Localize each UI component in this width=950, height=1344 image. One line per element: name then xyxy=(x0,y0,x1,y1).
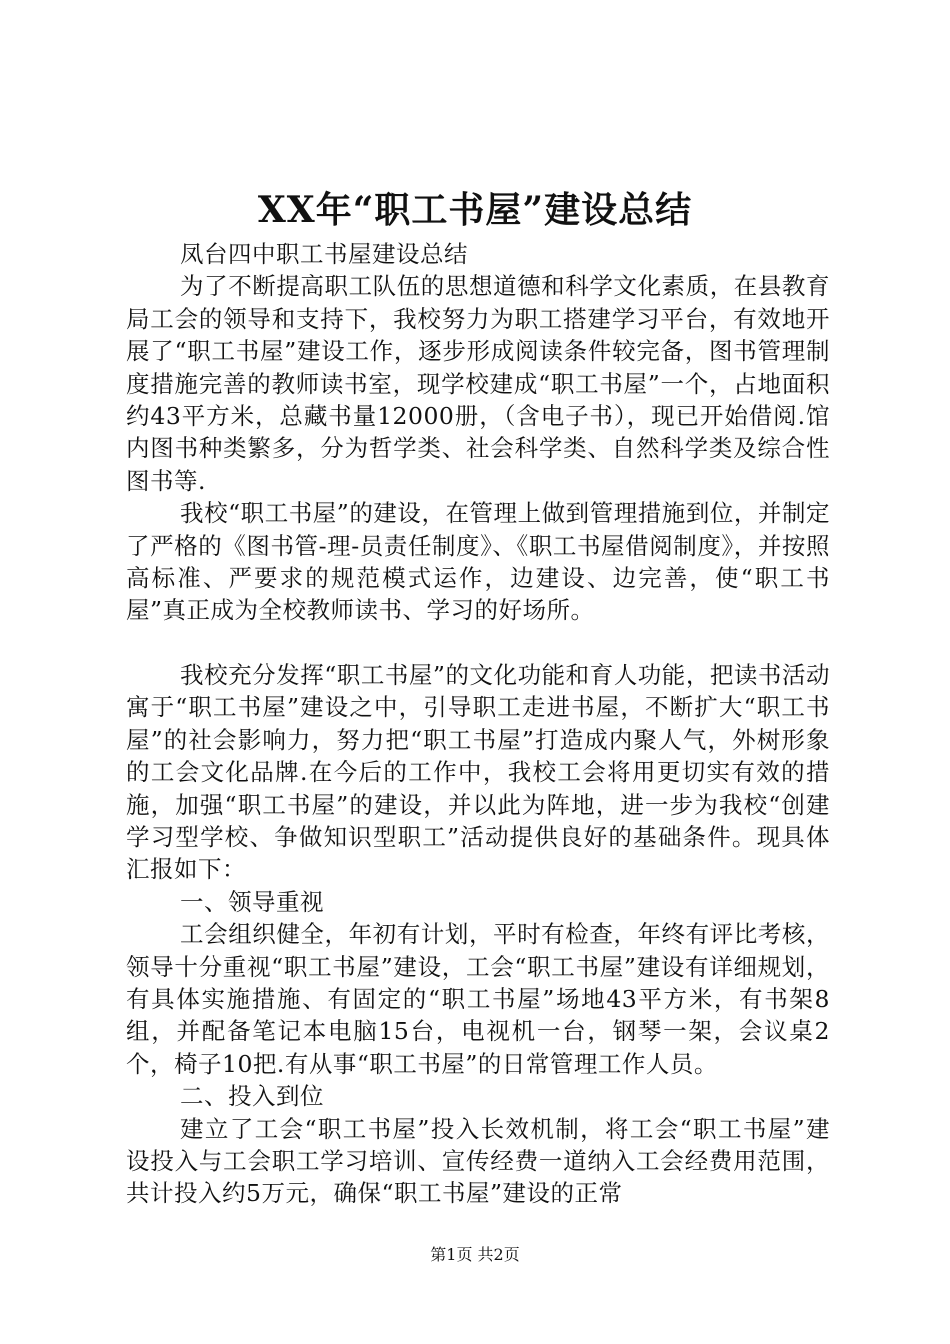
body-paragraph: 我校“职工书屋”的建设，在管理上做到管理措施到位，并制定了严格的《图书管-理-员责任制度》、《职工书屋借阅制度》，并按照高标准、严要求的规范模式运作，边建设、边完善，使“职工书屋”真正成为全校教师读书、学习的好场所。 xyxy=(126,499,830,625)
page-number: 第1页 共2页 xyxy=(430,1245,520,1264)
body-paragraph: 我校充分发挥“职工书屋”的文化功能和育人功能，把读书活动寓于“职工书屋”建设之中，引导职工走进书屋，不断扩大“职工书屋”的社会影响力，努力把“职工书屋”打造成内聚人气，外树形象的工会文化品牌.在今后的工作中，我校工会将用更切实有效的措施，加强“职工书屋”的建设，并以此为阵地，进一步为我校“创建学习型学校、争做知识型职工”活动提供良好的基础条件。现具体汇报如下： xyxy=(126,660,830,884)
section-heading: 一、领导重视 xyxy=(180,887,325,916)
body-paragraph: 建立了工会“职工书屋”投入长效机制，将工会“职工书屋”建设投入与工会职工学习培训、宣传经费一道纳入工会经费用范围，共计投入约5万元，确保“职工书屋”建设的正常 xyxy=(126,1114,830,1208)
section-heading: 二、投入到位 xyxy=(180,1082,325,1111)
document-title: XX年“职工书屋”建设总结 xyxy=(257,189,693,231)
document-body xyxy=(126,238,830,1210)
subtitle-paragraph: 凤台四中职工书屋建设总结 xyxy=(180,240,469,268)
body-paragraph: 为了不断提高职工队伍的思想道德和科学文化素质，在县教育局工会的领导和支持下，我校努力为职工搭建学习平台，有效地开展了“职工书屋”建设工作，逐步形成阅读条件较完备，图书管理制度措施完善的教师读书室，现学校建成“职工书屋”一个，占地面积约43平方米，总藏书量12000册，（含电子书），现已开始借阅.馆内图书种类繁多，分为哲学类、社会科学类、自然科学类及综合性图书等. xyxy=(126,272,830,495)
body-paragraph: 工会组织健全，年初有计划，平时有检查，年终有评比考核，领导十分重视“职工书屋”建设，工会“职工书屋”建设有详细规划，有具体实施措施、有固定的“职工书屋”场地43平方米，有书架8组，并配备笔记本电脑15台，电视机一台，钢琴一架，会议桌2个，椅子10把.有从事“职工书屋”的日常管理工作人员。 xyxy=(126,920,830,1078)
